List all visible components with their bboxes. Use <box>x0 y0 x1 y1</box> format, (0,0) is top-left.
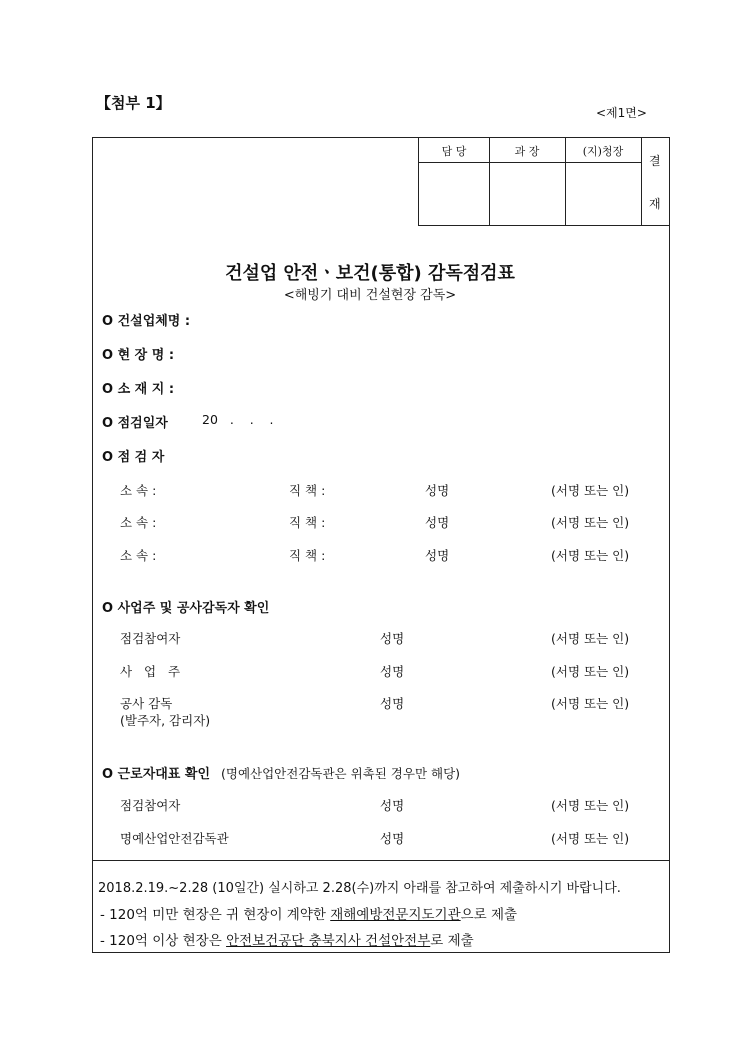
notes-underlined: 안전보건공단 충북지사 건설안전부 <box>226 933 431 949</box>
owner-row-sign: (서명 또는 인) <box>551 631 630 646</box>
owner-row-name: 성명 <box>380 696 405 711</box>
inspector-sign: (서명 또는 인) <box>551 483 630 498</box>
approval-sign-manager[interactable] <box>490 163 565 225</box>
approval-header-chief: (지)청장 <box>582 145 624 158</box>
notes-line-over-12b <box>100 929 474 949</box>
inspector-affiliation: 소 속 : <box>120 515 157 530</box>
inspector-heading: O 점 검 자 <box>102 450 165 465</box>
company-name-field: O 건설업체명 : <box>102 314 191 329</box>
notes-text: 로 제출 <box>430 933 474 949</box>
form-title: 건설업 안전ㆍ보건(통합) 감독점검표 <box>225 263 515 284</box>
owner-section-heading: O 사업주 및 공사감독자 확인 <box>102 601 270 616</box>
inspector-name: 성명 <box>425 515 450 530</box>
owner-row-label: 사 업 주 <box>120 664 181 679</box>
inspector-affiliation: 소 속 : <box>120 548 157 563</box>
owner-row-sublabel: (발주자, 감리자) <box>120 713 211 728</box>
location-field: O 소 재 지 : <box>102 382 175 397</box>
worker-section-heading: O 근로자대표 확인 <box>102 767 211 782</box>
page-number: <제1면> <box>596 106 647 120</box>
worker-row-name: 성명 <box>380 798 405 813</box>
notes-text: - 120억 이상 현장은 <box>100 933 227 949</box>
worker-row-label: 명예산업안전감독관 <box>120 831 229 846</box>
approval-sign-staff[interactable] <box>419 163 489 225</box>
worker-row-name: 성명 <box>380 831 405 846</box>
approval-header-manager: 과 장 <box>514 145 540 158</box>
owner-row-name: 성명 <box>380 631 405 646</box>
owner-row-sign: (서명 또는 인) <box>551 664 630 679</box>
notes-text: 으로 제출 <box>460 907 518 923</box>
worker-row-sign: (서명 또는 인) <box>551 831 630 846</box>
worker-section-note: (명예산업안전감독관은 위촉된 경우만 해당) <box>221 766 461 781</box>
owner-row-sign: (서명 또는 인) <box>551 696 630 711</box>
inspector-sign: (서명 또는 인) <box>551 515 630 530</box>
attachment-label: 【첨부 1】 <box>96 94 171 112</box>
notes-line-under-12b <box>100 903 517 923</box>
notes-text: - 120억 미만 현장은 귀 현장이 계약한 <box>100 907 331 923</box>
inspector-sign: (서명 또는 인) <box>551 548 630 563</box>
inspector-name: 성명 <box>425 483 450 498</box>
inspector-name: 성명 <box>425 548 450 563</box>
site-name-field: O 현 장 명 : <box>102 348 175 363</box>
inspector-position: 직 책 : <box>289 483 326 498</box>
form-subtitle: <해빙기 대비 건설현장 감독> <box>283 288 457 303</box>
approval-header-staff: 담 당 <box>441 145 467 158</box>
owner-row-label: 점검참여자 <box>120 631 181 646</box>
worker-row-label: 점검참여자 <box>120 798 181 813</box>
approval-side-label: 재 <box>649 197 661 211</box>
owner-row-label: 공사 감독 <box>120 696 173 711</box>
inspection-date-value: 20 . . . <box>202 412 274 427</box>
submission-notes <box>92 860 670 953</box>
owner-row-name: 성명 <box>380 664 405 679</box>
inspector-position: 직 책 : <box>289 548 326 563</box>
approval-box <box>418 137 670 226</box>
notes-underlined: 재해예방전문지도기관 <box>330 907 461 923</box>
inspection-date-label: O 점검일자 <box>102 416 168 431</box>
inspector-position: 직 책 : <box>289 515 326 530</box>
worker-row-sign: (서명 또는 인) <box>551 798 630 813</box>
notes-line-period: 2018.2.19.~2.28 (10일간) 실시하고 2.28(수)까지 아래를 참고하여 제출하시기 바랍니다. <box>98 881 621 896</box>
inspector-affiliation: 소 속 : <box>120 483 157 498</box>
approval-side-label: 결 <box>649 154 661 168</box>
approval-sign-chief[interactable] <box>566 163 641 225</box>
